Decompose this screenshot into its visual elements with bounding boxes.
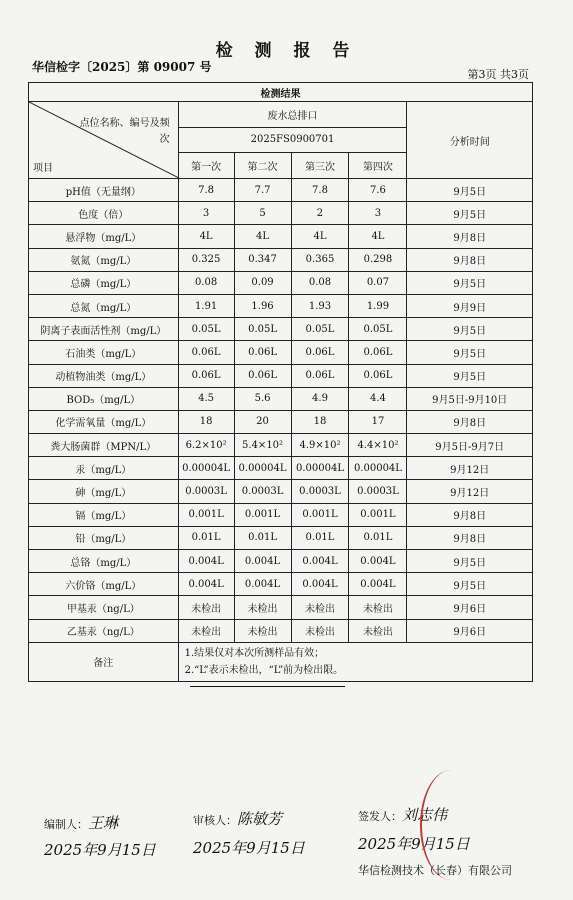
result-value: 0.00004L <box>291 457 349 480</box>
table-row <box>29 387 533 410</box>
reviewer-date: 2025年9月15日 <box>193 839 305 857</box>
item-name: 汞（mg/L） <box>29 457 179 480</box>
result-value: 0.004L <box>349 573 407 596</box>
result-value: 0.00004L <box>178 457 234 480</box>
result-value: 4.4 <box>349 387 407 410</box>
table-row <box>29 503 533 526</box>
analysis-time: 9月5日 <box>407 271 533 294</box>
report-title: 检 测 报 告 <box>215 41 358 61</box>
company-name: 华信检测技术（长春）有限公司 <box>358 864 512 877</box>
item-name: 甲基汞（ng/L） <box>29 596 179 619</box>
result-value: 0.06L <box>234 364 291 387</box>
page-number: 第3页 共3页 <box>467 68 529 81</box>
item-name: 总磷（mg/L） <box>29 271 179 294</box>
result-value: 18 <box>291 410 349 433</box>
item-name: 石油类（mg/L） <box>29 341 179 364</box>
result-value: 未检出 <box>349 619 407 642</box>
result-value: 0.06L <box>291 364 349 387</box>
result-value: 未检出 <box>178 596 234 619</box>
analysis-time: 9月5日-9月10日 <box>407 387 533 410</box>
result-value: 1.91 <box>178 294 234 317</box>
result-value: 18 <box>178 410 234 433</box>
table-row <box>29 294 533 317</box>
table-row <box>29 526 533 549</box>
item-name: 悬浮物（mg/L） <box>29 225 179 248</box>
item-name: 砷（mg/L） <box>29 480 179 503</box>
result-value: 0.09 <box>234 271 291 294</box>
table-row <box>29 248 533 271</box>
result-value: 0.347 <box>234 248 291 271</box>
analysis-time: 9月8日 <box>407 248 533 271</box>
item-name: 铅（mg/L） <box>29 526 179 549</box>
result-value: 0.0003L <box>349 480 407 503</box>
result-value: 2 <box>291 202 349 225</box>
result-value: 未检出 <box>291 619 349 642</box>
analysis-time: 9月6日 <box>407 596 533 619</box>
item-name: 总氮（mg/L） <box>29 294 179 317</box>
remark-row <box>29 642 533 681</box>
table-row <box>29 202 533 225</box>
result-value: 0.01L <box>234 526 291 549</box>
result-value: 0.06L <box>349 341 407 364</box>
result-value: 0.004L <box>291 550 349 573</box>
result-value: 3 <box>349 202 407 225</box>
item-name: 化学需氧量（mg/L） <box>29 410 179 433</box>
issuer-signature: 刘志伟 <box>402 806 448 824</box>
reviewer-block <box>193 808 305 858</box>
result-value: 0.05L <box>291 318 349 341</box>
result-value: 0.004L <box>234 573 291 596</box>
result-value: 0.01L <box>291 526 349 549</box>
analysis-time: 9月5日 <box>407 550 533 573</box>
result-value: 0.06L <box>234 341 291 364</box>
section-title: 检测结果 <box>29 83 533 102</box>
compiler-date: 2025年9月15日 <box>44 841 156 859</box>
result-value: 4L <box>234 225 291 248</box>
result-value: 未检出 <box>349 596 407 619</box>
table-row <box>29 410 533 433</box>
analysis-time: 9月8日 <box>407 503 533 526</box>
result-value: 未检出 <box>234 619 291 642</box>
result-value: 0.05L <box>349 318 407 341</box>
document-number: 华信检字〔2025〕第 09007 号 <box>32 60 212 74</box>
result-value: 5.4×10² <box>234 434 291 457</box>
result-value: 4L <box>349 225 407 248</box>
result-value: 4L <box>178 225 234 248</box>
result-value: 0.08 <box>178 271 234 294</box>
result-value: 7.8 <box>178 179 234 202</box>
point-name: 废水总排口 <box>178 102 407 128</box>
result-value: 0.0003L <box>291 480 349 503</box>
analysis-time: 9月5日-9月7日 <box>407 434 533 457</box>
result-value: 6.2×10² <box>178 434 234 457</box>
freq-4: 第四次 <box>349 153 407 179</box>
table-row <box>29 434 533 457</box>
analysis-time: 9月5日 <box>407 341 533 364</box>
item-name: pH值（无量纲） <box>29 179 179 202</box>
result-value: 5.6 <box>234 387 291 410</box>
table-row <box>29 596 533 619</box>
result-value: 1.93 <box>291 294 349 317</box>
point-code: 2025FS0900701 <box>178 127 407 153</box>
analysis-time: 9月8日 <box>407 410 533 433</box>
table-row <box>29 341 533 364</box>
header-diagonal-cell <box>29 102 179 179</box>
result-value: 0.004L <box>178 550 234 573</box>
analysis-time: 9月5日 <box>407 364 533 387</box>
result-value: 0.06L <box>349 364 407 387</box>
result-value: 0.01L <box>349 526 407 549</box>
freq-3: 第三次 <box>291 153 349 179</box>
table-row <box>29 225 533 248</box>
time-header: 分析时间 <box>407 102 533 179</box>
result-value: 4.9 <box>291 387 349 410</box>
analysis-time: 9月8日 <box>407 526 533 549</box>
result-value: 0.07 <box>349 271 407 294</box>
result-value: 1.99 <box>349 294 407 317</box>
analysis-time: 9月5日 <box>407 179 533 202</box>
result-value: 0.08 <box>291 271 349 294</box>
result-value: 0.298 <box>349 248 407 271</box>
item-label: 项目 <box>33 163 53 174</box>
analysis-time: 9月6日 <box>407 619 533 642</box>
result-value: 0.00004L <box>349 457 407 480</box>
result-value: 0.004L <box>291 573 349 596</box>
result-value: 0.05L <box>178 318 234 341</box>
table-row <box>29 619 533 642</box>
analysis-time: 9月5日 <box>407 573 533 596</box>
result-value: 4.5 <box>178 387 234 410</box>
analysis-time: 9月9日 <box>407 294 533 317</box>
table-row <box>29 179 533 202</box>
remark-line: 2.“L”表示未检出，“L”前为检出限。 <box>184 664 344 676</box>
result-value: 0.01L <box>178 526 234 549</box>
result-value: 未检出 <box>234 596 291 619</box>
freq-2: 第二次 <box>234 153 291 179</box>
result-value: 0.05L <box>234 318 291 341</box>
result-value: 0.0003L <box>234 480 291 503</box>
result-value: 0.0003L <box>178 480 234 503</box>
table-row <box>29 550 533 573</box>
compiler-signature: 王琳 <box>88 814 119 832</box>
end-line <box>190 686 345 687</box>
remark-line: 1.结果仅对本次所测样品有效； <box>184 647 325 659</box>
table-row <box>29 480 533 503</box>
remark-content <box>178 642 532 681</box>
item-name: BOD₅（mg/L） <box>29 387 179 410</box>
compiler-label: 编制人： <box>44 818 88 831</box>
result-value: 0.06L <box>291 341 349 364</box>
remark-label: 备注 <box>29 642 179 681</box>
result-value: 20 <box>234 410 291 433</box>
result-value: 未检出 <box>178 619 234 642</box>
table-row <box>29 457 533 480</box>
table-row <box>29 271 533 294</box>
analysis-time: 9月12日 <box>407 480 533 503</box>
result-value: 0.365 <box>291 248 349 271</box>
table-row <box>29 364 533 387</box>
analysis-time: 9月5日 <box>407 318 533 341</box>
result-value: 0.325 <box>178 248 234 271</box>
result-value: 0.001L <box>349 503 407 526</box>
result-value: 0.004L <box>349 550 407 573</box>
item-name: 动植物油类（mg/L） <box>29 364 179 387</box>
result-value: 7.8 <box>291 179 349 202</box>
result-value: 0.00004L <box>234 457 291 480</box>
item-name: 氨氮（mg/L） <box>29 248 179 271</box>
analysis-time: 9月12日 <box>407 457 533 480</box>
issuer-date: 2025年9月15日 <box>358 835 470 853</box>
table-row <box>29 318 533 341</box>
item-name: 镉（mg/L） <box>29 503 179 526</box>
result-value: 4.4×10² <box>349 434 407 457</box>
issuer-label: 签发人： <box>358 810 402 823</box>
result-value: 0.004L <box>178 573 234 596</box>
result-value: 7.7 <box>234 179 291 202</box>
item-name: 粪大肠菌群（MPN/L） <box>29 434 179 457</box>
item-name: 色度（倍） <box>29 202 179 225</box>
compiler-block <box>44 812 156 860</box>
point-label: 点位名称、编号及频次 <box>79 118 170 145</box>
freq-1: 第一次 <box>178 153 234 179</box>
result-value: 17 <box>349 410 407 433</box>
result-value: 0.001L <box>291 503 349 526</box>
analysis-time: 9月8日 <box>407 225 533 248</box>
result-value: 0.001L <box>234 503 291 526</box>
item-name: 总铬（mg/L） <box>29 550 179 573</box>
result-value: 4L <box>291 225 349 248</box>
reviewer-signature: 陈敏芳 <box>237 810 283 828</box>
item-name: 阴离子表面活性剂（mg/L） <box>29 318 179 341</box>
result-value: 0.06L <box>178 341 234 364</box>
result-value: 0.004L <box>234 550 291 573</box>
result-value: 1.96 <box>234 294 291 317</box>
result-value: 7.6 <box>349 179 407 202</box>
table-row <box>29 573 533 596</box>
reviewer-label: 审核人： <box>193 814 237 827</box>
result-value: 0.001L <box>178 503 234 526</box>
item-name: 乙基汞（ng/L） <box>29 619 179 642</box>
results-table <box>28 82 533 682</box>
analysis-time: 9月5日 <box>407 202 533 225</box>
result-value: 3 <box>178 202 234 225</box>
item-name: 六价铬（mg/L） <box>29 573 179 596</box>
result-value: 0.06L <box>178 364 234 387</box>
result-value: 未检出 <box>291 596 349 619</box>
result-value: 5 <box>234 202 291 225</box>
result-value: 4.9×10² <box>291 434 349 457</box>
